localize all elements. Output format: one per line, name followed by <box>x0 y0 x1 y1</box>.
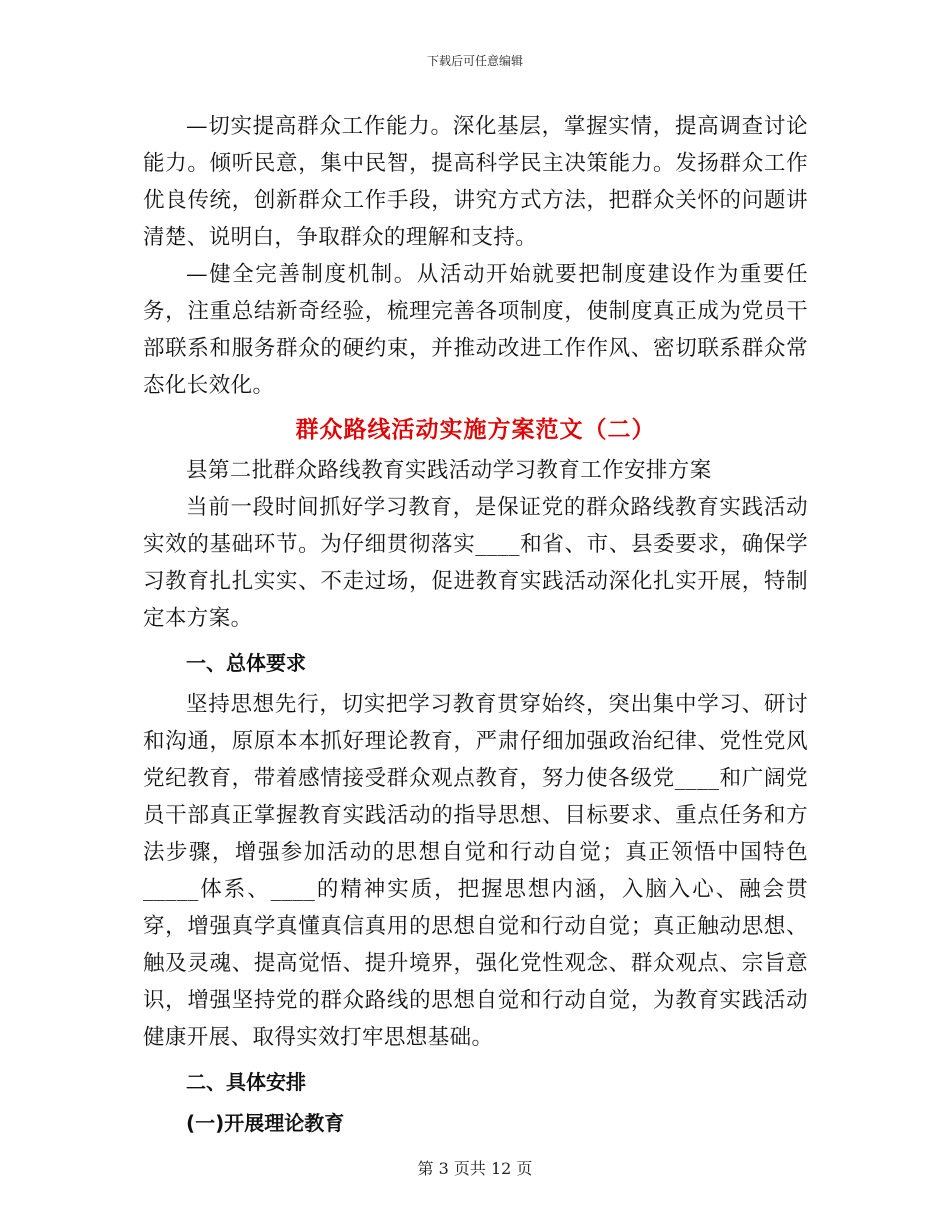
page-footer: 第 3 页共 12 页 <box>417 1159 533 1178</box>
paragraph-institution-mechanism: —健全完善制度机制。从活动开始就要把制度建设作为重要任务，注重总结新奇经验，梳理完善各项制度，使制度真正成为党员干部联系和服务群众的硬约束，并推动改进工作作风、密切联系群众常态化长效化。 <box>143 262 808 398</box>
paragraph-plan-name: 县第二批群众路线教育实践活动学习教育工作安排方案 <box>186 458 712 483</box>
paragraph-overall-requirements: 坚持思想先行，切实把学习教育贯穿始终，突出集中学习、研讨和沟通，原原本本抓好理论教育，严肃仔细加强政治纪律、党性党风党纪教育，带着感情接受群众观点教育，努力使各级党____和广阔党员干部真正掌握教育实践活动的指导思想、目标要求、重点任务和方法步骤，增强参加活动的思想自觉和行动自觉；真正领悟中国特色_____体系、____的精神实质，把握思想内涵，入脑入心、融会贯穿，增强真学真懂真信真用的思想自觉和行动自觉；真正触动思想、触及灵魂、提高觉悟、提升境界，强化党性观念、群众观点、宗旨意识，增强坚持党的群众路线的思想自觉和行动自觉，为教育实践活动健康开展、取得实效打牢思想基础。 <box>143 692 808 1050</box>
paragraph-mass-work-ability: —切实提高群众工作能力。深化基层，掌握实情，提高调查讨论能力。倾听民意，集中民智，提高科学民主决策能力。发扬群众工作优良传统，创新群众工作手段，讲究方式方法，把群众关怀的问题讲清楚、说明白，争取群众的理解和支持。 <box>143 114 808 250</box>
document-body <box>143 108 808 1146</box>
paragraph-intro: 当前一段时间抓好学习教育，是保证党的群众路线教育实践活动实效的基础环节。为仔细贯彻落实____和省、市、县委要求，确保学习教育扎扎实实、不走过场，促进教育实践活动深化扎实开展，特制定本方案。 <box>143 495 808 631</box>
heading-overall-requirements: 一、总体要求 <box>186 651 306 675</box>
section-title: 群众路线活动实施方案范文（二） <box>295 417 656 443</box>
heading-theory-education: (一)开展理论教育 <box>186 1111 345 1135</box>
heading-specific-arrangements: 二、具体安排 <box>186 1070 306 1094</box>
page-header: 下载后可任意编辑 <box>426 54 523 68</box>
